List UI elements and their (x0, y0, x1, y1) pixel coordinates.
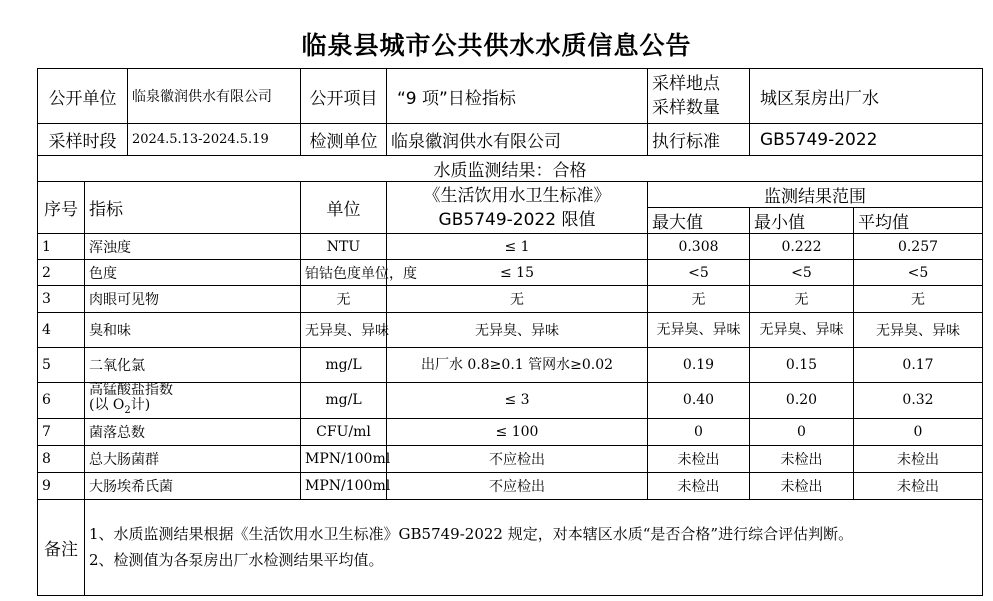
period-value: 2024.5.13-2024.5.19 (128, 124, 301, 156)
row-indicator: 色度 (85, 260, 301, 286)
row-limit: ≤ 3 (387, 383, 648, 419)
row-unit: NTU (301, 234, 387, 260)
row-avg: 无异臭、异味 (854, 313, 983, 348)
location-count-label (648, 69, 750, 124)
row-avg: 无 (854, 286, 983, 313)
publisher-label: 公开单位 (38, 69, 128, 124)
row-min: <5 (750, 260, 854, 286)
table-row (38, 418, 983, 445)
row-no: 9 (38, 472, 85, 499)
row-no: 8 (38, 445, 85, 472)
row-avg: 0.32 (854, 383, 983, 419)
header-indicator-cell (85, 182, 301, 234)
header-no: 序号 (38, 182, 85, 234)
water-quality-table (37, 68, 983, 596)
row-max: 0.40 (648, 383, 750, 419)
row-limit: ≤ 100 (387, 418, 648, 445)
row-no: 7 (38, 418, 85, 445)
row-min: 无 (750, 286, 854, 313)
row-min: 0.20 (750, 383, 854, 419)
location-label: 采样地点 (652, 74, 720, 94)
row-limit: 无 (387, 286, 648, 313)
standard-value: GB5749-2022 (750, 124, 983, 156)
header-indicator: 指标 (89, 200, 123, 220)
header-min: 最小值 (750, 208, 854, 234)
row-no: 5 (38, 348, 85, 383)
row-avg: 0 (854, 418, 983, 445)
location-value: 城区泵房出厂水 (750, 69, 983, 124)
row-limit: 出厂水 0.8≥0.1 管网水≥0.02 (387, 348, 648, 383)
row-unit: mg/L (301, 383, 387, 419)
notes-label: 备注 (38, 499, 85, 595)
header-limit-line1: 《生活饮用水卫生标准》 (423, 185, 611, 206)
row-min: 0.222 (750, 234, 854, 260)
notes-line-2: 2、检测值为各泵房出厂水检测结果平均值。 (89, 551, 384, 570)
header-max: 最大值 (648, 208, 750, 234)
row-indicator: 臭和味 (85, 313, 301, 348)
row-limit: 不应检出 (387, 445, 648, 472)
header-avg: 平均值 (854, 208, 983, 234)
row-unit: mg/L (301, 348, 387, 383)
publisher-value: 临泉徽润供水有限公司 (128, 69, 301, 124)
item-label: 公开项目 (301, 69, 387, 124)
row-unit: 铂钴色度单位，度 (301, 260, 387, 286)
row-no: 2 (38, 260, 85, 286)
item-value: “9 项”日检指标 (387, 69, 648, 124)
lab-value: 临泉徽润供水有限公司 (387, 124, 648, 156)
table-row (38, 472, 983, 499)
row-unit: MPN/100ml (301, 472, 387, 499)
lab-label: 检测单位 (301, 124, 387, 156)
notes-body (85, 499, 983, 595)
row-min: 无异臭、异味 (750, 313, 854, 348)
table-row (38, 313, 983, 348)
row-no: 4 (38, 313, 85, 348)
result-banner: 水质监测结果：合格 (38, 156, 983, 182)
row-max: <5 (648, 260, 750, 286)
row-limit: 无异臭、异味 (387, 313, 648, 348)
table-row (38, 348, 983, 383)
standard-label: 执行标准 (648, 124, 750, 156)
row-max: 0.308 (648, 234, 750, 260)
row-indicator: 二氧化氯 (85, 348, 301, 383)
row-indicator: 肉眼可见物 (85, 286, 301, 313)
row-limit: ≤ 15 (387, 260, 648, 286)
row-no: 1 (38, 234, 85, 260)
row-avg: <5 (854, 260, 983, 286)
period-label: 采样时段 (38, 124, 128, 156)
row-avg: 未检出 (854, 445, 983, 472)
row-max: 0 (648, 418, 750, 445)
table-row (38, 383, 983, 419)
row-max: 无 (648, 286, 750, 313)
row-unit: MPN/100ml (301, 445, 387, 472)
header-limit-line2: GB5749-2022 限值 (438, 209, 596, 230)
row-indicator: 浑浊度 (85, 234, 301, 260)
header-range: 监测结果范围 (648, 182, 983, 208)
table-row (38, 286, 983, 313)
row-min: 0 (750, 418, 854, 445)
count-label: 采样数量 (652, 98, 720, 118)
row-unit: CFU/ml (301, 418, 387, 445)
row-min: 0.15 (750, 348, 854, 383)
row-avg: 未检出 (854, 472, 983, 499)
row-limit: 不应检出 (387, 472, 648, 499)
page-title: 临泉县城市公共供水水质信息公告 (301, 31, 692, 60)
row-unit: 无异臭、异味 (301, 313, 387, 348)
row-limit: ≤ 1 (387, 234, 648, 260)
row-no: 3 (38, 286, 85, 313)
row-unit: 无 (301, 286, 387, 313)
table-row (38, 260, 983, 286)
row-indicator-line2: (以 $O_2$计) (89, 397, 151, 416)
row-avg: 0.257 (854, 234, 983, 260)
row-indicator: 总大肠菌群 (85, 445, 301, 472)
row-min: 未检出 (750, 472, 854, 499)
row-indicator: 大肠埃希氏菌 (85, 472, 301, 499)
row-indicator-line1: 高锰酸盐指数 (89, 382, 173, 398)
notes-line-1: 1、水质监测结果根据《生活饮用水卫生标准》GB5749-2022 规定，对本辖区水质“是否合格”进行综合评估判断。 (89, 525, 854, 544)
header-unit: 单位 (301, 182, 387, 234)
table-row (38, 445, 983, 472)
row-no: 6 (38, 383, 85, 419)
row-max: 未检出 (648, 472, 750, 499)
row-indicator (85, 383, 301, 419)
row-max: 未检出 (648, 445, 750, 472)
row-max: 无异臭、异味 (648, 313, 750, 348)
table-row (38, 234, 983, 260)
row-indicator: 菌落总数 (85, 418, 301, 445)
row-max: 0.19 (648, 348, 750, 383)
row-min: 未检出 (750, 445, 854, 472)
row-avg: 0.17 (854, 348, 983, 383)
header-limit (387, 182, 648, 234)
